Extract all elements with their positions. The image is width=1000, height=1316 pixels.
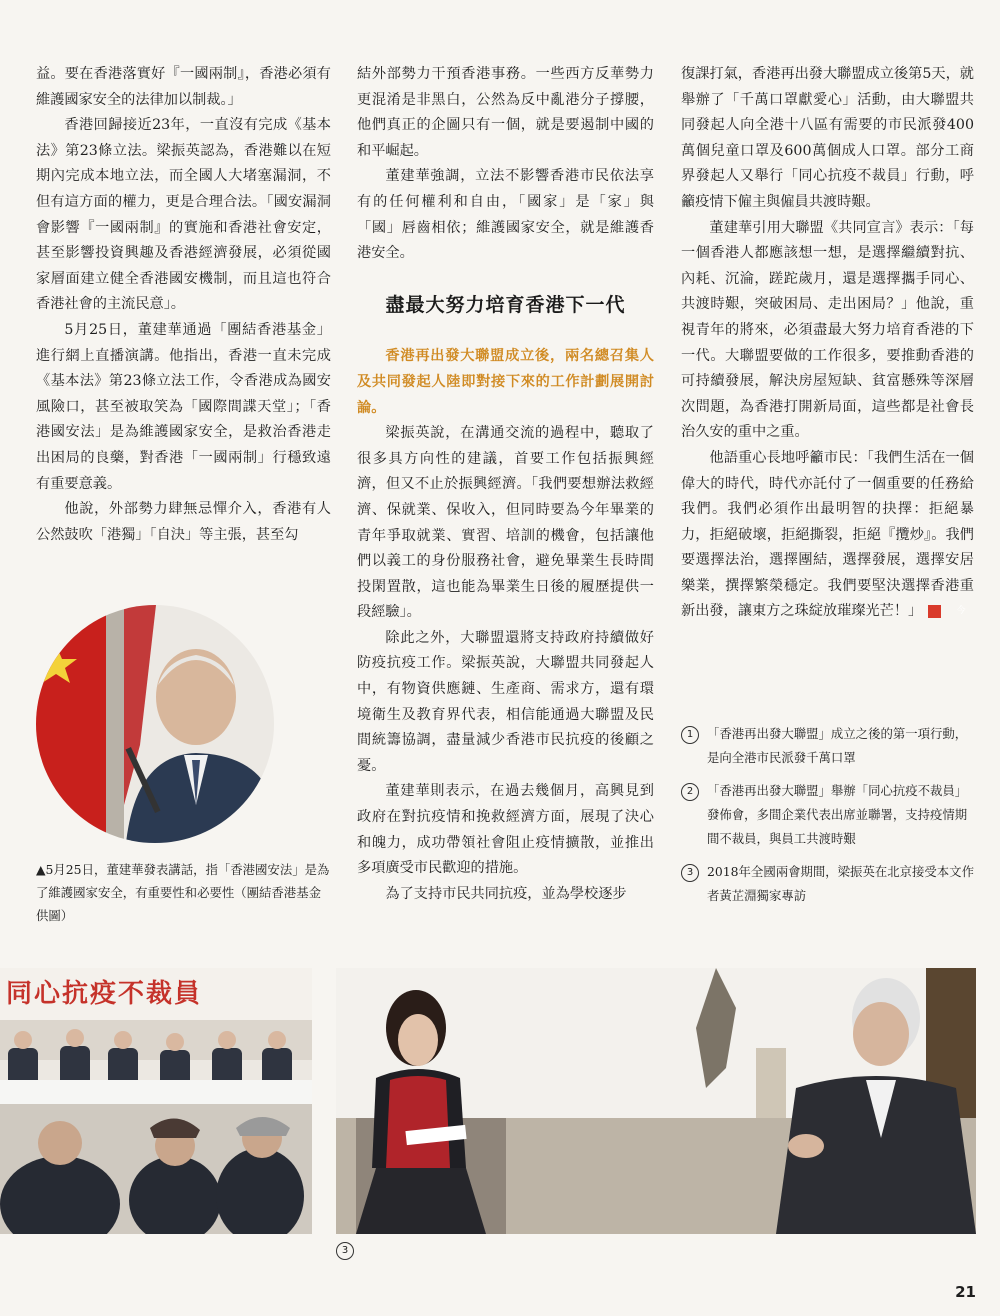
paragraph: 董建華則表示，在過去幾個月，高興見到政府在對抗疫情和挽救經濟方面，展現了決心和魄力，成功帶領社會阻止疫情擴散，並推出多項廣受市民歡迎的措施。 bbox=[357, 783, 654, 877]
paragraph: 為了支持市民共同抗疫，並為學校逐步 bbox=[385, 885, 627, 902]
column-1 bbox=[36, 62, 331, 548]
paragraph: 他說，外部勢力肆無忌憚介入，香港有人公然鼓吹「港獨」「自決」等主張，甚至勾 bbox=[36, 501, 331, 543]
caption-number: 3 bbox=[681, 864, 699, 882]
caption-item bbox=[681, 779, 977, 851]
lede-paragraph: 香港再出發大聯盟成立後，兩名總召集人及共同發起人陸即對接下來的工作計劃展開討論。 bbox=[357, 348, 654, 416]
interview-photo bbox=[336, 968, 976, 1234]
caption-item bbox=[681, 860, 977, 908]
paragraph: 益。要在香港落實好『一國兩制』，香港必須有維護國家安全的法律加以制裁。」 bbox=[36, 66, 331, 108]
interview-illustration bbox=[336, 968, 976, 1234]
paragraph: 結外部勢力干預香港事務。一些西方反華勢力更混淆是非黑白，公然為反中亂港分子撐腰，他們真正的企圖只有一個，就是要遏制中國的和平崛起。 bbox=[357, 66, 654, 159]
paragraph: 梁振英說，在溝通交流的過程中，聽取了很多具方向性的建議，首要工作包括振興經濟，但又不止於振興經濟。「我們要想辦法救經濟、保就業、保收入，但同時要為今年畢業的青年爭取就業、實習、培訓的機會，包括讓他們以義工的身份服務社會，避免畢業生長時間投閑置散，這也能為畢業生日後的履歷提供一段經驗」。 bbox=[357, 425, 654, 621]
paragraph-text: 他語重心長地呼籲市民：「我們生活在一個偉大的時代，時代亦託付了一個重要的任務給我們。我們必須作出最明智的抉擇：拒絕暴力，拒絕破壞，拒絕撕裂，拒絕『攬炒』。我們要選擇法治，選擇團結，選擇發展，選擇安居樂業，撰擇繁榮穩定。我們要堅決選擇香港重新出發，讓東方之珠綻放璀璨光芒！」 bbox=[681, 449, 974, 620]
paragraph: 5月25日，董建華通過「團結香港基金」進行網上直播演講。他指出，香港一直未完成《基本法》第23條立法工作，令香港成為國安風險口，甚至被取笑為「國際間諜天堂」；「香港國安法」是為維護國家安全，是救治香港走出困局的良藥，對香港「一國兩制」行穩致遠有重要意義。 bbox=[36, 321, 331, 492]
press-conference-illustration bbox=[0, 968, 312, 1234]
press-conference-photo bbox=[0, 968, 312, 1234]
section-heading: 盡最大努力培育香港下一代 bbox=[385, 293, 626, 316]
column-3 bbox=[681, 62, 974, 625]
page-number: 21 bbox=[955, 1283, 976, 1301]
paragraph bbox=[681, 446, 974, 625]
banner-text: 同心抗疫不裁員 bbox=[6, 979, 203, 1009]
paragraph: 除此之外，大聯盟還將支持政府持續做好防疫抗疫工作。梁振英說，大聯盟共同發起人中，有物資供應鏈、生產商、需求方，還有環境衛生及教育界代表，相信能通過大聯盟及民間統籌協調，盡量減少香港市民抗疫的後顧之憂。 bbox=[357, 629, 654, 774]
caption-number: 1 bbox=[681, 726, 699, 744]
caption-item bbox=[681, 722, 977, 770]
portrait-caption: ▲5月25日，董建華發表講話，指「香港國安法」是為了維護國家安全，有重要性和必要性（團結香港基金 供圖） bbox=[36, 862, 330, 923]
paragraph: 復課打氣，香港再出發大聯盟成立後第5天，就舉辦了「千萬口罩獻愛心」活動，由大聯盟共同發起人向全港十八區有需要的市民派發400萬個兒童口罩及600萬個成人口罩。部分工商界發起人又舉行「同心抗疫不裁員」行動，呼籲疫情下僱主與僱員共渡時艱。 bbox=[681, 66, 974, 210]
caption-number: 2 bbox=[681, 783, 699, 801]
caption-text: 「香港再出發大聯盟」成立之後的第一項行動，是向全港市民派發千萬口罩 bbox=[707, 726, 968, 765]
caption-text: 「香港再出發大聯盟」舉辦「同心抗疫不裁員」發佈會，多間企業代表出席並聯署，支持疫情期間不裁員，與員工共渡時艱 bbox=[707, 783, 968, 846]
portrait-illustration bbox=[36, 605, 274, 843]
photo-captions bbox=[681, 722, 977, 917]
paragraph: 董建華強調，立法不影響香港市民依法享有的任何權利和自由，「國家」是「家」與「國」唇齒相依；維護國家安全，就是維護香港安全。 bbox=[357, 168, 654, 262]
caption-text: 2018年全國兩會期間，梁振英在北京接受本文作者黃芷淵獨家專訪 bbox=[707, 864, 974, 903]
portrait-photo bbox=[36, 605, 274, 843]
end-mark-icon: 今 bbox=[928, 605, 941, 618]
paragraph: 董建華引用大聯盟《共同宣言》表示：「每一個香港人都應該想一想，是選擇繼續對抗、內耗、沉淪，蹉跎歲月，還是選擇攜手同心、共渡時艱，突破困局、走出困局？」他說，重視青年的將來，必須盡最大努力培育香港的下一代。大聯盟要做的工作很多，要推動香港的可持續發展，解決房屋短缺、貧富懸殊等深層次問題，為香港打開新局面，這些都是社會長治久安的重中之重。 bbox=[681, 219, 974, 441]
paragraph: 香港回歸接近23年，一直沒有完成《基本法》第23條立法。梁振英認為，香港難以在短期內完成本地立法，而全國人大堵塞漏洞，不但有這方面的權力，更是合理合法。「國安漏洞會影響『一國兩制』的實施和香港社會安定，甚至影響投資興趣及香港經濟發展，必須從國家層面建立健全香港國安機制，而且這也符合香港社會的主流民意」。 bbox=[36, 117, 331, 313]
column-2 bbox=[357, 62, 654, 907]
photo-number-label: 3 bbox=[336, 1242, 354, 1260]
